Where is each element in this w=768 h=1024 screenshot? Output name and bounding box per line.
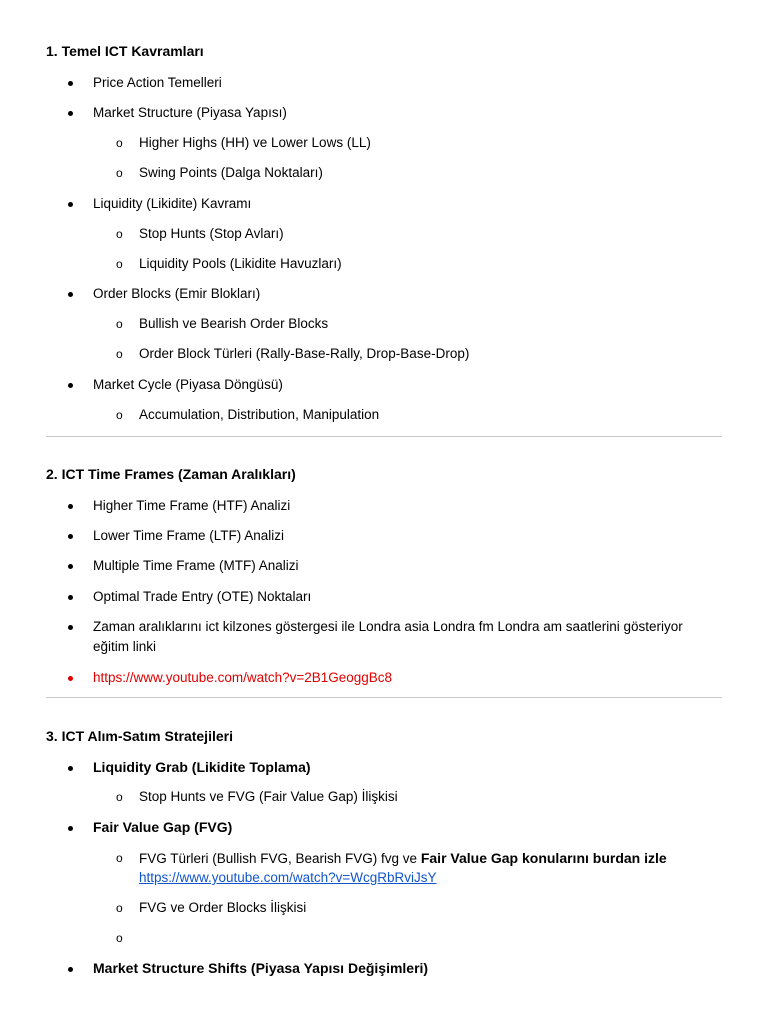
list-item: Order Blocks (Emir Blokları): [93, 286, 261, 301]
sub-list-item: Higher Highs (HH) ve Lower Lows (LL): [139, 135, 371, 150]
bullet-icon: [68, 826, 73, 831]
bullet-icon: [68, 564, 73, 569]
list-item: Market Cycle (Piyasa Döngüsü): [93, 377, 283, 392]
sub-bullet-icon: o: [116, 347, 123, 361]
bullet-icon: [68, 595, 73, 600]
list-item: Multiple Time Frame (MTF) Analizi: [93, 558, 299, 573]
bullet-icon: [68, 292, 73, 297]
bullet-icon: [68, 676, 73, 681]
sub-bullet-icon: o: [116, 136, 123, 150]
bullet-icon: [68, 111, 73, 116]
sub-bullet-icon: o: [116, 851, 123, 865]
sub-list-item-text: FVG Türleri (Bullish FVG, Bearish FVG) fvg ve: [139, 851, 418, 866]
list-item: Optimal Trade Entry (OTE) Noktaları: [93, 589, 312, 604]
sub-list-item-bold-text: Fair Value Gap konularını burdan izle: [420, 850, 667, 866]
sub-list-item: Liquidity Pools (Likidite Havuzları): [139, 256, 342, 271]
bullet-icon: [68, 81, 73, 86]
bullet-icon: [68, 967, 73, 972]
sub-list-item: Stop Hunts (Stop Avları): [139, 226, 284, 241]
sub-bullet-icon: o: [116, 166, 123, 180]
sub-list-item: Stop Hunts ve FVG (Fair Value Gap) İlişkisi: [139, 789, 398, 804]
sub-bullet-icon: o: [116, 790, 123, 804]
bullet-icon: [68, 504, 73, 509]
section-1-heading: 1. Temel ICT Kavramları: [46, 43, 204, 59]
list-item: Fair Value Gap (FVG): [93, 819, 233, 835]
bullet-icon: [68, 625, 73, 630]
bullet-icon: [68, 534, 73, 539]
sub-list-item: Order Block Türleri (Rally-Base-Rally, Drop-Base-Drop): [139, 346, 470, 361]
sub-list-item: [139, 848, 667, 869]
list-item: Liquidity (Likidite) Kavramı: [93, 196, 252, 211]
youtube-link[interactable]: https://www.youtube.com/watch?v=WcgRbRviJsY: [139, 870, 437, 885]
sub-bullet-icon: o: [116, 257, 123, 271]
section-2-heading: 2. ICT Time Frames (Zaman Aralıkları): [46, 466, 296, 482]
horizontal-rule: [46, 697, 722, 698]
bullet-icon: [68, 202, 73, 207]
list-item-continuation: eğitim linki: [93, 639, 157, 654]
youtube-link[interactable]: https://www.youtube.com/watch?v=2B1GeoggBc8: [93, 670, 393, 685]
horizontal-rule: [46, 436, 722, 437]
sub-list-item: Bullish ve Bearish Order Blocks: [139, 316, 329, 331]
list-item: Market Structure Shifts (Piyasa Yapısı Değişimleri): [93, 960, 429, 976]
sub-bullet-icon: o: [116, 901, 123, 915]
bullet-icon: [68, 383, 73, 388]
list-item: Price Action Temelleri: [93, 75, 222, 90]
list-item: Zaman aralıklarını ict kilzones göstergesi ile Londra asia Londra fm Londra am saatlerini gösteriyor: [93, 619, 683, 634]
sub-bullet-icon: o: [116, 317, 123, 331]
list-item: Market Structure (Piyasa Yapısı): [93, 105, 287, 120]
bullet-icon: [68, 766, 73, 771]
sub-bullet-icon: o: [116, 931, 123, 945]
list-item: Lower Time Frame (LTF) Analizi: [93, 528, 285, 543]
sub-list-item: FVG ve Order Blocks İlişkisi: [139, 900, 307, 915]
sub-bullet-icon: o: [116, 227, 123, 241]
sub-bullet-icon: o: [116, 408, 123, 422]
sub-list-item: Swing Points (Dalga Noktaları): [139, 165, 323, 180]
list-item: Higher Time Frame (HTF) Analizi: [93, 498, 291, 513]
sub-list-item: Accumulation, Distribution, Manipulation: [139, 407, 380, 422]
section-3-heading: 3. ICT Alım-Satım Stratejileri: [46, 728, 233, 744]
list-item: Liquidity Grab (Likidite Toplama): [93, 759, 311, 775]
